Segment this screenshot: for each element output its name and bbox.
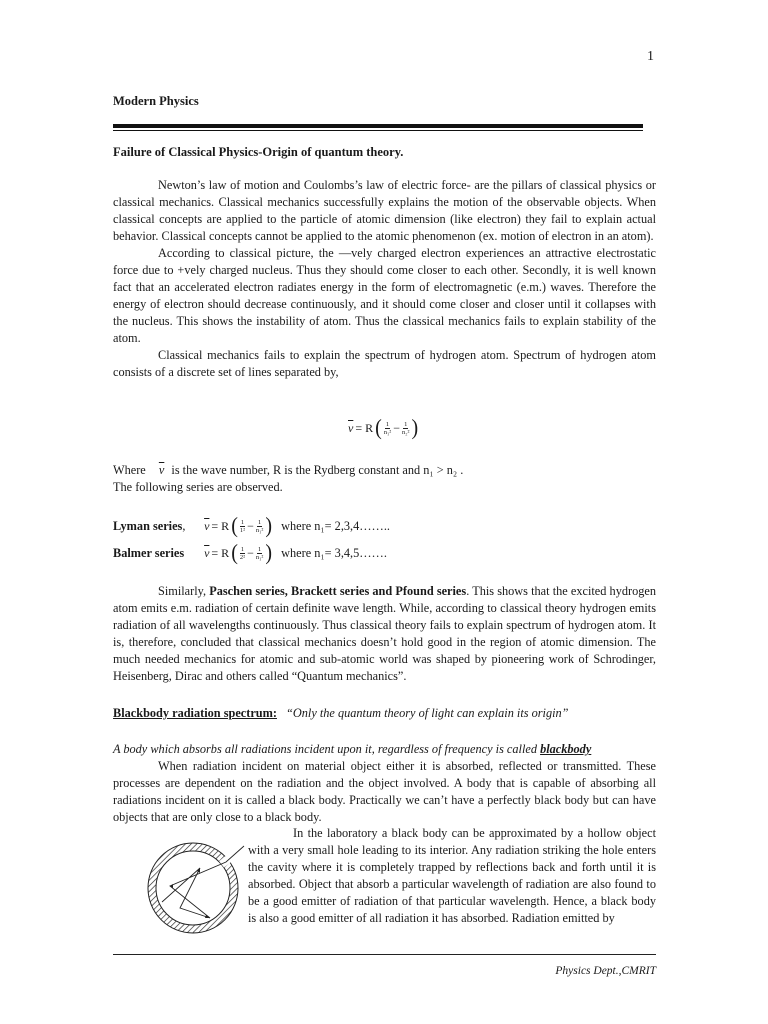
paragraph-classical-picture: According to classical picture, the —vely charged electron experiences an attractive electrostatic force due to +vely charged nucleus. Thus they should come closer to each other. Secondly, it is well known fact that an accelerated electron radiates energy in the form of electromagnetic (e.m.) waves. Therefore the energy of electron should decrease continuously, and it should come closer and closer until it collapses with the nucleus. This shows the instability of atom. Thus the classical mechanics fails to explain stability of the atom. [113,246,656,345]
definition-lead: A body which absorbs all radiations incident upon it, regardless of frequency is called [113,742,541,756]
fraction-denominator: n₁² [255,526,264,534]
blackbody-heading: Blackbody radiation spectrum: [113,706,277,720]
minus-sign: − [247,545,254,560]
p4-series-names: Paschen series, Brackett series and Pfound series [209,584,467,598]
series-where: where n₁= 3,4,5……. [281,545,387,560]
paren-open-icon: ( [231,540,238,566]
paragraph-series [113,583,656,685]
blackbody-definition [113,741,591,758]
paragraph-blackbody: When radiation incident on material object either it is absorbed, reflected or transmitted. These processes are dependent on the radiation and the object involved. A body that is capable of absorbing all radiations incident on it is called a black body. Practically we can’t have a perfectly black body but can have objects that are only close to a black body. [113,759,656,824]
fraction-denominator: n₂² [402,428,410,436]
cavity-interior-icon [156,851,230,925]
p4-rest: . This shows that the excited hydrogen atom emits e.m. radiation of certain definite wave length. While, according to classical theory hydrogen emits radiation of all wavelengths continuously. Thus classical theory fails to explain spectrum of hydrogen atom. It is, therefore, concluded that classical mechanics doesn’t hold good in the region of atomic dimension. The much needed mechanics for atomic and sub-atomic world was shaped by pioneering work of Schrodinger, Heisenberg, Dirac and others called “Quantum mechanics”. [113,584,656,683]
footer-dept: Physics Dept.,CMRIT [555,965,656,977]
series-row-balmer [113,540,387,566]
fraction-denominator: n₁² [383,428,392,436]
definition-keyword: blackbody [540,742,592,756]
fraction-second [256,546,263,561]
paren-open-icon: ( [231,513,238,539]
blackbody-cavity-figure [140,838,250,938]
series-label [113,518,201,535]
fraction-first [240,519,245,534]
wavenumber-symbol: $\overline{v}$ [204,545,210,560]
fraction-first [384,421,391,436]
series-where: where n₁= 2,3,4…….. [281,518,391,533]
fraction-second [256,519,263,534]
rydberg-formula [348,415,419,441]
paren-open-icon: ( [375,415,382,441]
paragraph-hydrogen-spectrum: Classical mechanics fails to explain the spectrum of hydrogen atom. Spectrum of hydrogen atom consists of a discrete set of lines separated by, [113,348,656,379]
wavenumber-symbol: $\overline{v}$ [158,463,165,477]
fraction-numerator: 1 [240,518,245,526]
formula-equals-r: = R [211,545,230,560]
fraction-numerator: 1 [258,518,262,526]
title-rule-thick [113,124,643,128]
series-label-text: Lyman series [113,518,183,533]
fraction-first [240,546,245,561]
footer-rule [113,954,656,955]
minus-sign: − [393,420,401,435]
series-sep: , [182,518,186,533]
paragraph-newton: Newton’s law of motion and Coulombs’s law of electric force- are the pillars of classical physics or classical mechanics. Classical mechanics successfully explains the motion of the observable objects. When classical concepts are applied to the particle of atomic dimension (like electron) they fail to explain actual behavior. Classical concepts cannot be applied to the atomic phenomenon (ex. motion of electron in an atom). [113,178,656,243]
fraction-numerator: 1 [385,420,390,428]
fraction-numerator: 1 [258,545,262,553]
fraction-denominator: n₁² [255,553,264,561]
paragraph-cavity [248,825,656,927]
fraction-second [402,421,409,436]
paren-close-icon: ) [265,540,273,566]
title-rule-thin [113,130,643,131]
paren-close-icon: ) [265,513,273,539]
where-prefix: Where [113,463,146,477]
blackbody-quote: “Only the quantum theory of light can explain its origin” [286,706,569,720]
fraction-numerator: 1 [404,420,408,428]
page-number: 1 [647,49,654,64]
paragraph-blackbody-absorb [113,758,656,826]
fraction-denominator: 1² [239,526,246,534]
series-row-lyman [113,513,391,539]
series-label [113,545,201,562]
document-title: Modern Physics [113,94,199,108]
wavenumber-symbol: $\overline{v}$ [348,420,354,435]
wavenumber-symbol: $\overline{v}$ [204,518,210,533]
section-heading: Failure of Classical Physics-Origin of quantum theory. [113,145,404,159]
p4-lead: Similarly, [158,584,210,598]
where-line [113,462,463,479]
fraction-denominator: 2² [239,553,246,561]
where-suffix: is the wave number, R is the Rydberg constant and n₁ > n₂ . [171,463,464,477]
series-label-text: Balmer series [113,545,185,560]
blackbody-heading-line [113,705,569,722]
formula-equals-r: = R [355,420,374,435]
paren-close-icon: ) [411,415,419,441]
paragraph-cavity-text: In the laboratory a black body can be approximated by a hollow object with a very small hole leading to its interior. Any radiation striking the hole enters the cavity where it is completely trapped by reflections back and forth until it is absorbed. Object that absorb a particular wavelength of radiation are also found to be a good emitter of radiation of that particular wavelength. Hence, a black body is also a good emitter of all radiation it has absorbed. Radiation emitted by [248,826,656,925]
fraction-numerator: 1 [240,545,245,553]
intro-body [113,177,656,381]
formula-equals-r: = R [211,518,230,533]
following-line: The following series are observed. [113,480,283,494]
minus-sign: − [247,518,254,533]
